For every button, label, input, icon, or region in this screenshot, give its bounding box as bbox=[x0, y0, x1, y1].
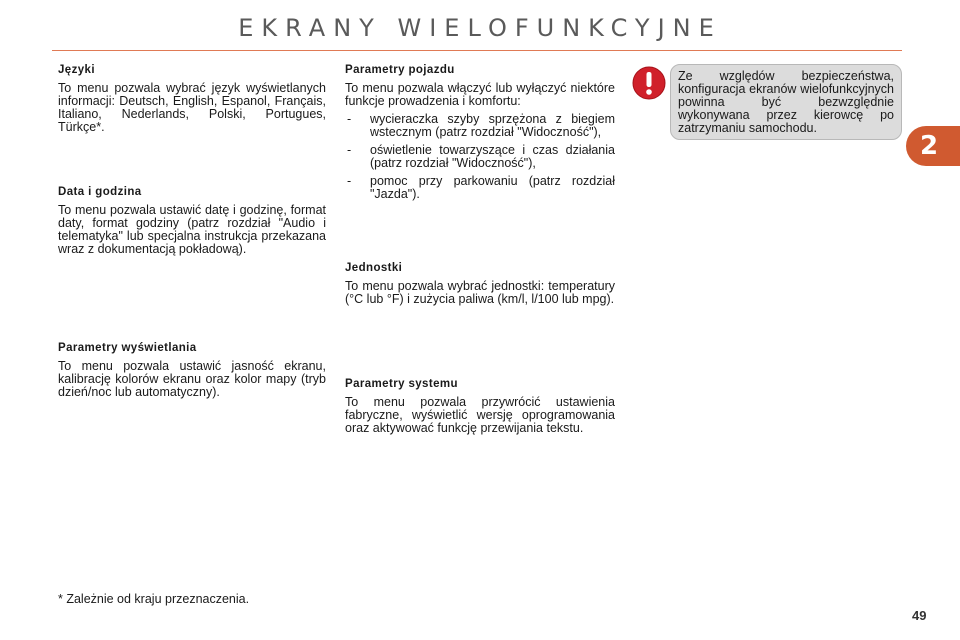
section-body: To menu pozwala ustawić jasność ekranu, kalibrację kolorów ekranu oraz kolor mapy (tryb dzień/noc lub automatyczny). bbox=[58, 359, 326, 399]
vehicle-options-list bbox=[345, 113, 615, 201]
section-body: To menu pozwala ustawić datę i godzinę, format daty, format godziny (patrz rozdział "Audio i telematyka" lub specjalna instrukcja przekazana wraz z dokumentacją pokładową). bbox=[58, 203, 326, 256]
title-divider bbox=[52, 50, 902, 51]
page-number: 49 bbox=[912, 608, 927, 623]
section-date-time bbox=[58, 186, 326, 256]
section-heading: Data i godzina bbox=[58, 186, 142, 198]
section-body: To menu pozwala wybrać jednostki: temperatury (°C lub °F) i zużycia paliwa (km/l, l/100 lub mpg). bbox=[345, 279, 615, 306]
section-body: To menu pozwala przywrócić ustawienia fabryczne, wyświetlić wersję oprogramowania oraz aktywować funkcję przewijania tekstu. bbox=[345, 395, 615, 435]
page-title: EKRANY WIELOFUNKCYJNE bbox=[238, 14, 722, 42]
list-item: - pomoc przy parkowaniu (patrz rozdział "Jazda"). bbox=[345, 175, 615, 201]
footnote: * Zależnie od kraju przeznaczenia. bbox=[58, 592, 250, 606]
section-heading: Parametry pojazdu bbox=[345, 64, 455, 76]
section-vehicle bbox=[345, 64, 615, 206]
section-heading: Parametry wyświetlania bbox=[58, 342, 197, 354]
section-heading: Parametry systemu bbox=[345, 378, 458, 390]
section-languages bbox=[58, 64, 326, 134]
section-units bbox=[345, 262, 615, 306]
section-display bbox=[58, 342, 326, 399]
section-heading: Języki bbox=[58, 64, 95, 76]
section-body: To menu pozwala wybrać język wyświetlanych informacji: Deutsch, English, Espanol, Français, Italiano, Nederlands, Polski, Portugues, Türkçe*. bbox=[58, 81, 326, 134]
warning-box: Ze względów bezpieczeństwa, konfiguracja ekranów wielofunkcyjnych powinna być bezwzględnie wykonywana przez kierowcę po zatrzymaniu samochodu. bbox=[670, 64, 902, 140]
section-body: To menu pozwala włączyć lub wyłączyć niektóre funkcje prowadzenia i komfortu: bbox=[345, 81, 615, 108]
list-item: - oświetlenie towarzyszące i czas działania (patrz rozdział "Widoczność"), bbox=[345, 144, 615, 170]
exclamation-icon bbox=[632, 66, 666, 100]
list-item: - wycieraczka szyby sprzężona z biegiem wstecznym (patrz rozdział "Widoczność"), bbox=[345, 113, 615, 139]
section-system bbox=[345, 378, 615, 435]
section-heading: Jednostki bbox=[345, 262, 403, 274]
chapter-tab: 2 bbox=[906, 126, 960, 166]
